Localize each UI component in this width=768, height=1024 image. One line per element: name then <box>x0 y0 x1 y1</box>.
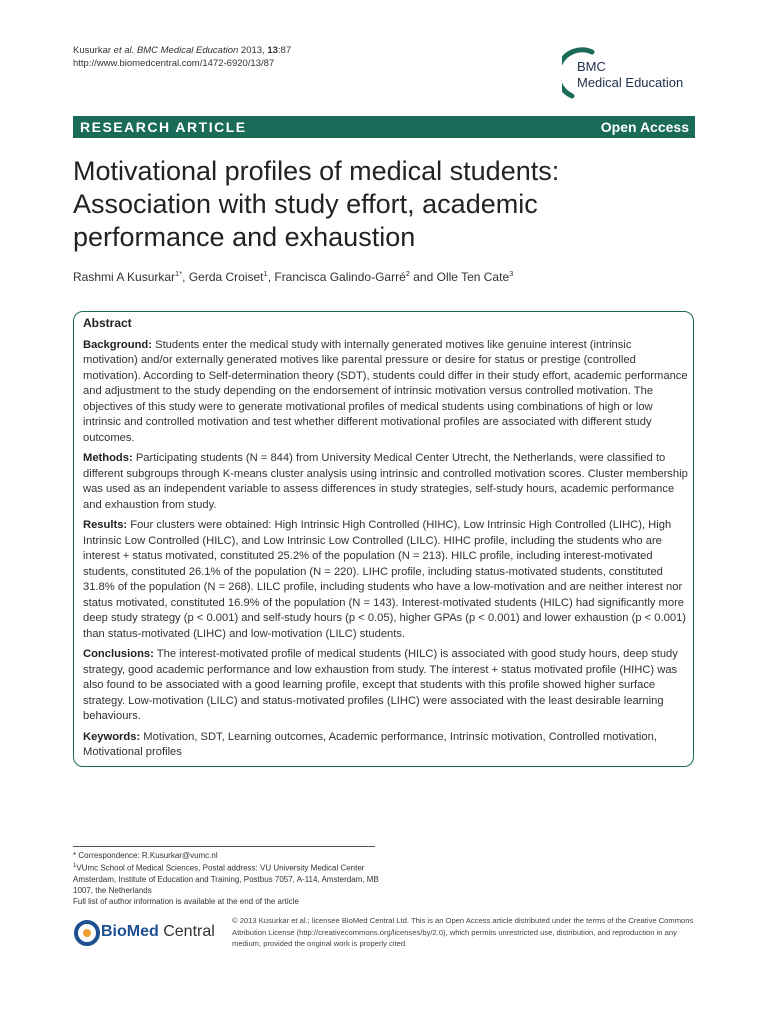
article-type-label: RESEARCH ARTICLE <box>80 119 247 135</box>
journal-logo-text: BMC Medical Education <box>577 59 684 90</box>
abstract-results: Results: Four clusters were obtained: High Intrinsic High Controlled (HIHC), Low Intrinsic High Controlled (LIHC), High Intrinsic Low Controlled (HILC), and Low Intrinsic Low Controlled (LILC). HIHC profile, including the students who are interest + status motivated, constituted 25.2% of the population (N = 213). HILC profile, including interest-motivated students, constituted 26.1% of the population (N = 220). LIHC profile, including status-motivated students, constituted 31.8% of the population (N = 268). LILC profile, including students who have a low-motivation and are neither interest nor status motivated, constituted 16.9% of the population (N = 143). Interest-motivated students (HILC) had significantly more deep study strategy (p < 0.001) and self-study hours (p < 0.05), higher GPAs (p < 0.001) and lower exhaustion (p < 0.001) than status-motivated (LIHC) and low-motivation (LILC) students. <box>83 519 687 640</box>
open-access-label: Open Access <box>600 119 689 135</box>
abstract-keywords: Keywords: Motivation, SDT, Learning outcomes, Academic performance, Intrinsic motivation, Controlled motivation, Motivational profiles <box>83 730 657 758</box>
article-url[interactable]: http://www.biomedcentral.com/1472-6920/13/87 <box>73 58 275 69</box>
author-list: Rashmi A Kusurkar$^{1*}$, Gerda Croiset$^1$, Francisca Galindo-Garré$^2$ and Olle Ten Cate$^3$ <box>73 269 514 284</box>
correspondence: * Correspondence: R.Kusurkar@vumc.nl <box>73 851 218 860</box>
copyright-notice: © 2013 Kusurkar et al.; licensee BioMed Central Ltd. This is an Open Access article distributed under the terms of the Creative Commons Attribution License (http://creativecommons.org/licenses/by/2.0), which permits unrestricted use, distribution, and reproduction in any medium, provided the original work is properly cited. <box>232 916 694 948</box>
author: Gerda Croiset <box>188 270 264 284</box>
author: Olle Ten Cate <box>436 270 510 284</box>
author: Francisca Galindo-Garré <box>274 270 406 284</box>
author: Rashmi A Kusurkar <box>73 270 176 284</box>
citation-line: Kusurkar et al. BMC Medical Education 2013, 13:87 <box>73 45 292 56</box>
article-title: Motivational profiles of medical students: Association with study effort, academic performance and exhaustion <box>73 156 560 252</box>
author-info-note: Full list of author information is available at the end of the article <box>73 896 299 906</box>
footnotes <box>73 850 393 907</box>
abstract <box>83 316 688 766</box>
abstract-background: Background: Students enter the medical study with internally generated motives like genuine interest (intrinsic motivation) and/or externally generated motives like parental pressure or desire for status or prestige (controlled motivation). According to Self-determination theory (SDT), students could differ in their study effort, academic performance and adjustment to the study depending on the endorsement of intrinsic motivation versus controlled motivation. The objectives of this study were to generate motivational profiles of medical students using combinations of high or low intrinsic and controlled motivation and test whether different motivational profiles are associated with different study outcomes. <box>83 338 688 444</box>
citation-header <box>73 44 291 70</box>
abstract-heading: Abstract <box>83 316 132 330</box>
footnote-divider <box>73 846 375 847</box>
abstract-conclusions: Conclusions: The interest-motivated profile of medical students (HILC) is associated with good study hours, deep study strategy, good academic performance and low exhaustion from study. The interest + status motivated profile (HIHC) was also found to be associated with a good learning profile, except that students with this profile showed higher surface strategy. Low-motivation (LILC) and status-motivated profiles (LIHC) were associated with the least desirable learning behaviours. <box>83 648 678 722</box>
abstract-methods: Methods: Participating students (N = 844) from University Medical Center Utrecht, the Netherlands, were classified to different subgroups through K-means cluster analysis using intrinsic and controlled motivation scores. Cluster membership was used as an independent variable to assess differences in study strategies, self-study hours, academic performance and exhaustion from study. <box>83 452 688 511</box>
biomed-central-logo-text: BioMed Central <box>101 923 215 940</box>
affiliation: $^1$VUmc School of Medical Sciences, Postal address: VU University Medical Center Amsterdam, Institute of Education and Training, Postbus 7057, A-114, Amsterdam, MB 1007, the Netherlands <box>73 863 379 895</box>
